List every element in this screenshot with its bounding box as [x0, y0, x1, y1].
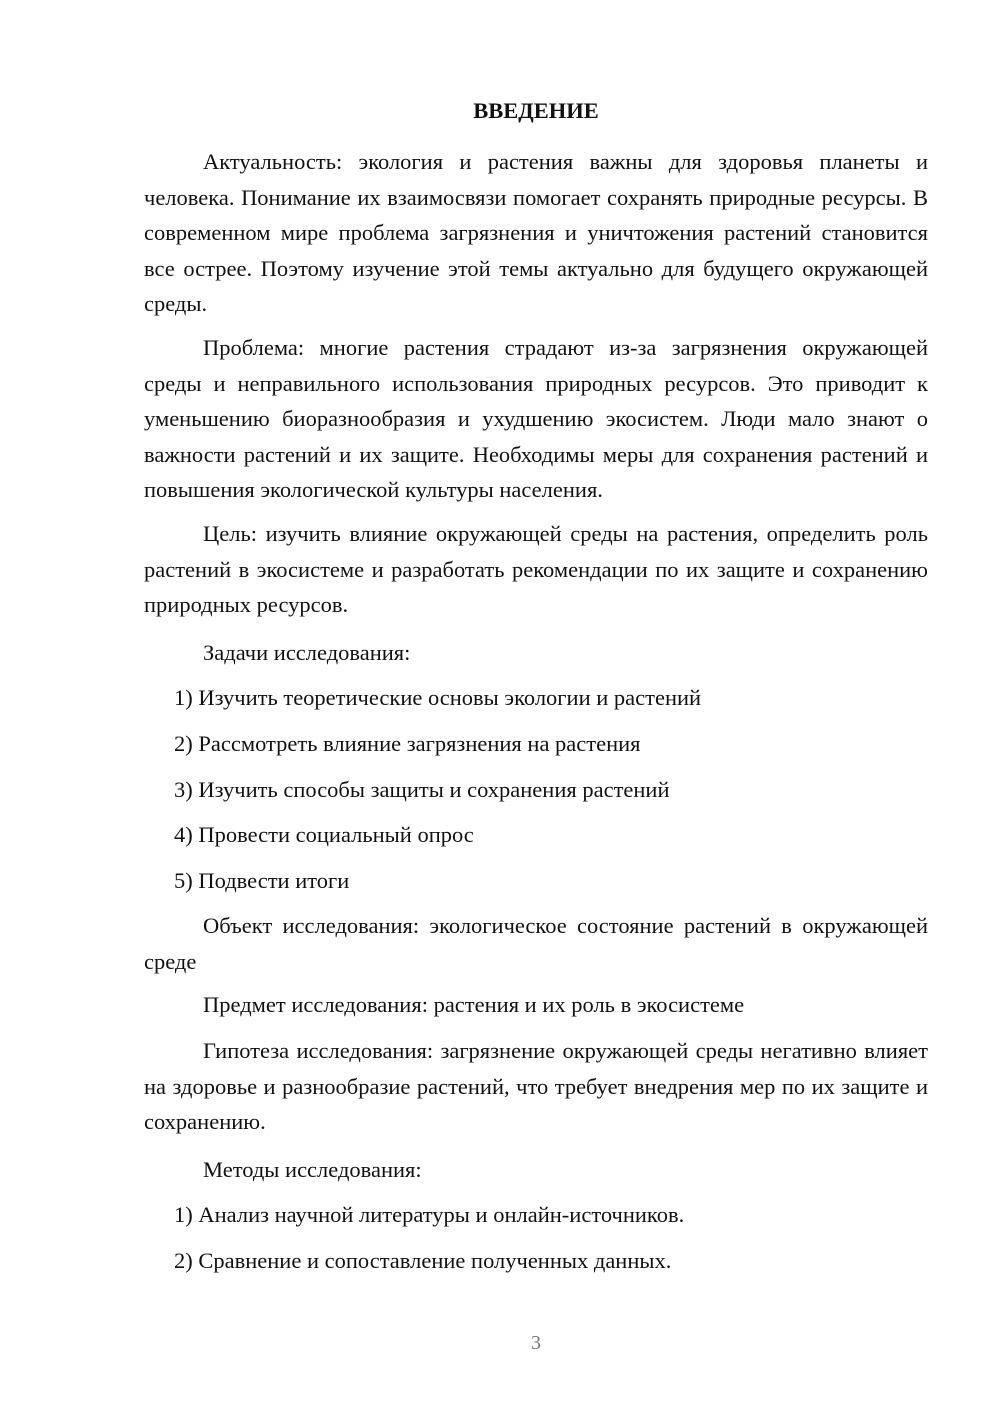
list-item: 4) Провести социальный опрос: [174, 822, 474, 848]
subject-paragraph: Предмет исследования: растения и их роль в экосистеме: [203, 992, 745, 1018]
methods-list: [144, 1197, 928, 1278]
methods-heading: Методы исследования:: [203, 1156, 422, 1182]
page-title: ВВЕДЕНИЕ: [473, 98, 599, 123]
list-item: 5) Подвести итоги: [174, 867, 350, 893]
problem-paragraph: Проблема: многие растения страдают из-за загрязнения окружающей среды и неправильного использования природных ресурсов. Это приводит к уменьшению биоразнообразия и ухудшению экосистем. Люди мало знают о важности растений и их защите. Необходимы меры для сохранения растений и повышения экологической культуры населения.: [144, 334, 928, 503]
goal-paragraph: Цель: изучить влияние окружающей среды на растения, определить роль растений в экосистеме и разработать рекомендации по их защите и сохранению природных ресурсов.: [144, 520, 928, 618]
list-item: 1) Изучить теоретические основы экологии и растений: [174, 685, 702, 711]
list-item: 3) Изучить способы защиты и сохранения растений: [174, 776, 670, 802]
relevance-paragraph: Актуальность: экология и растения важны для здоровья планеты и человека. Понимание их взаимосвязи помогает сохранять природные ресурсы. В современном мире проблема загрязнения и уничтожения растений становится все острее. Поэтому изучение этой темы актуально для будущего окружающей среды.: [144, 149, 928, 317]
tasks-heading: Задачи исследования:: [203, 639, 411, 665]
tasks-list: [144, 680, 928, 898]
page-content: [144, 96, 928, 1289]
list-item: 2) Сравнение и сопоставление полученных данных.: [174, 1248, 672, 1274]
list-item: 2) Рассмотреть влияние загрязнения на растения: [174, 730, 641, 756]
object-paragraph: Объект исследования: экологическое состояние растений в окружающей среде: [144, 913, 928, 974]
hypothesis-paragraph: Гипотеза исследования: загрязнение окружающей среды негативно влияет на здоровье и разнообразие растений, что требует внедрения мер по их защите и сохранению.: [144, 1038, 928, 1135]
page-number: 3: [531, 1332, 541, 1354]
list-item: 1) Анализ научной литературы и онлайн-источников.: [174, 1202, 685, 1228]
